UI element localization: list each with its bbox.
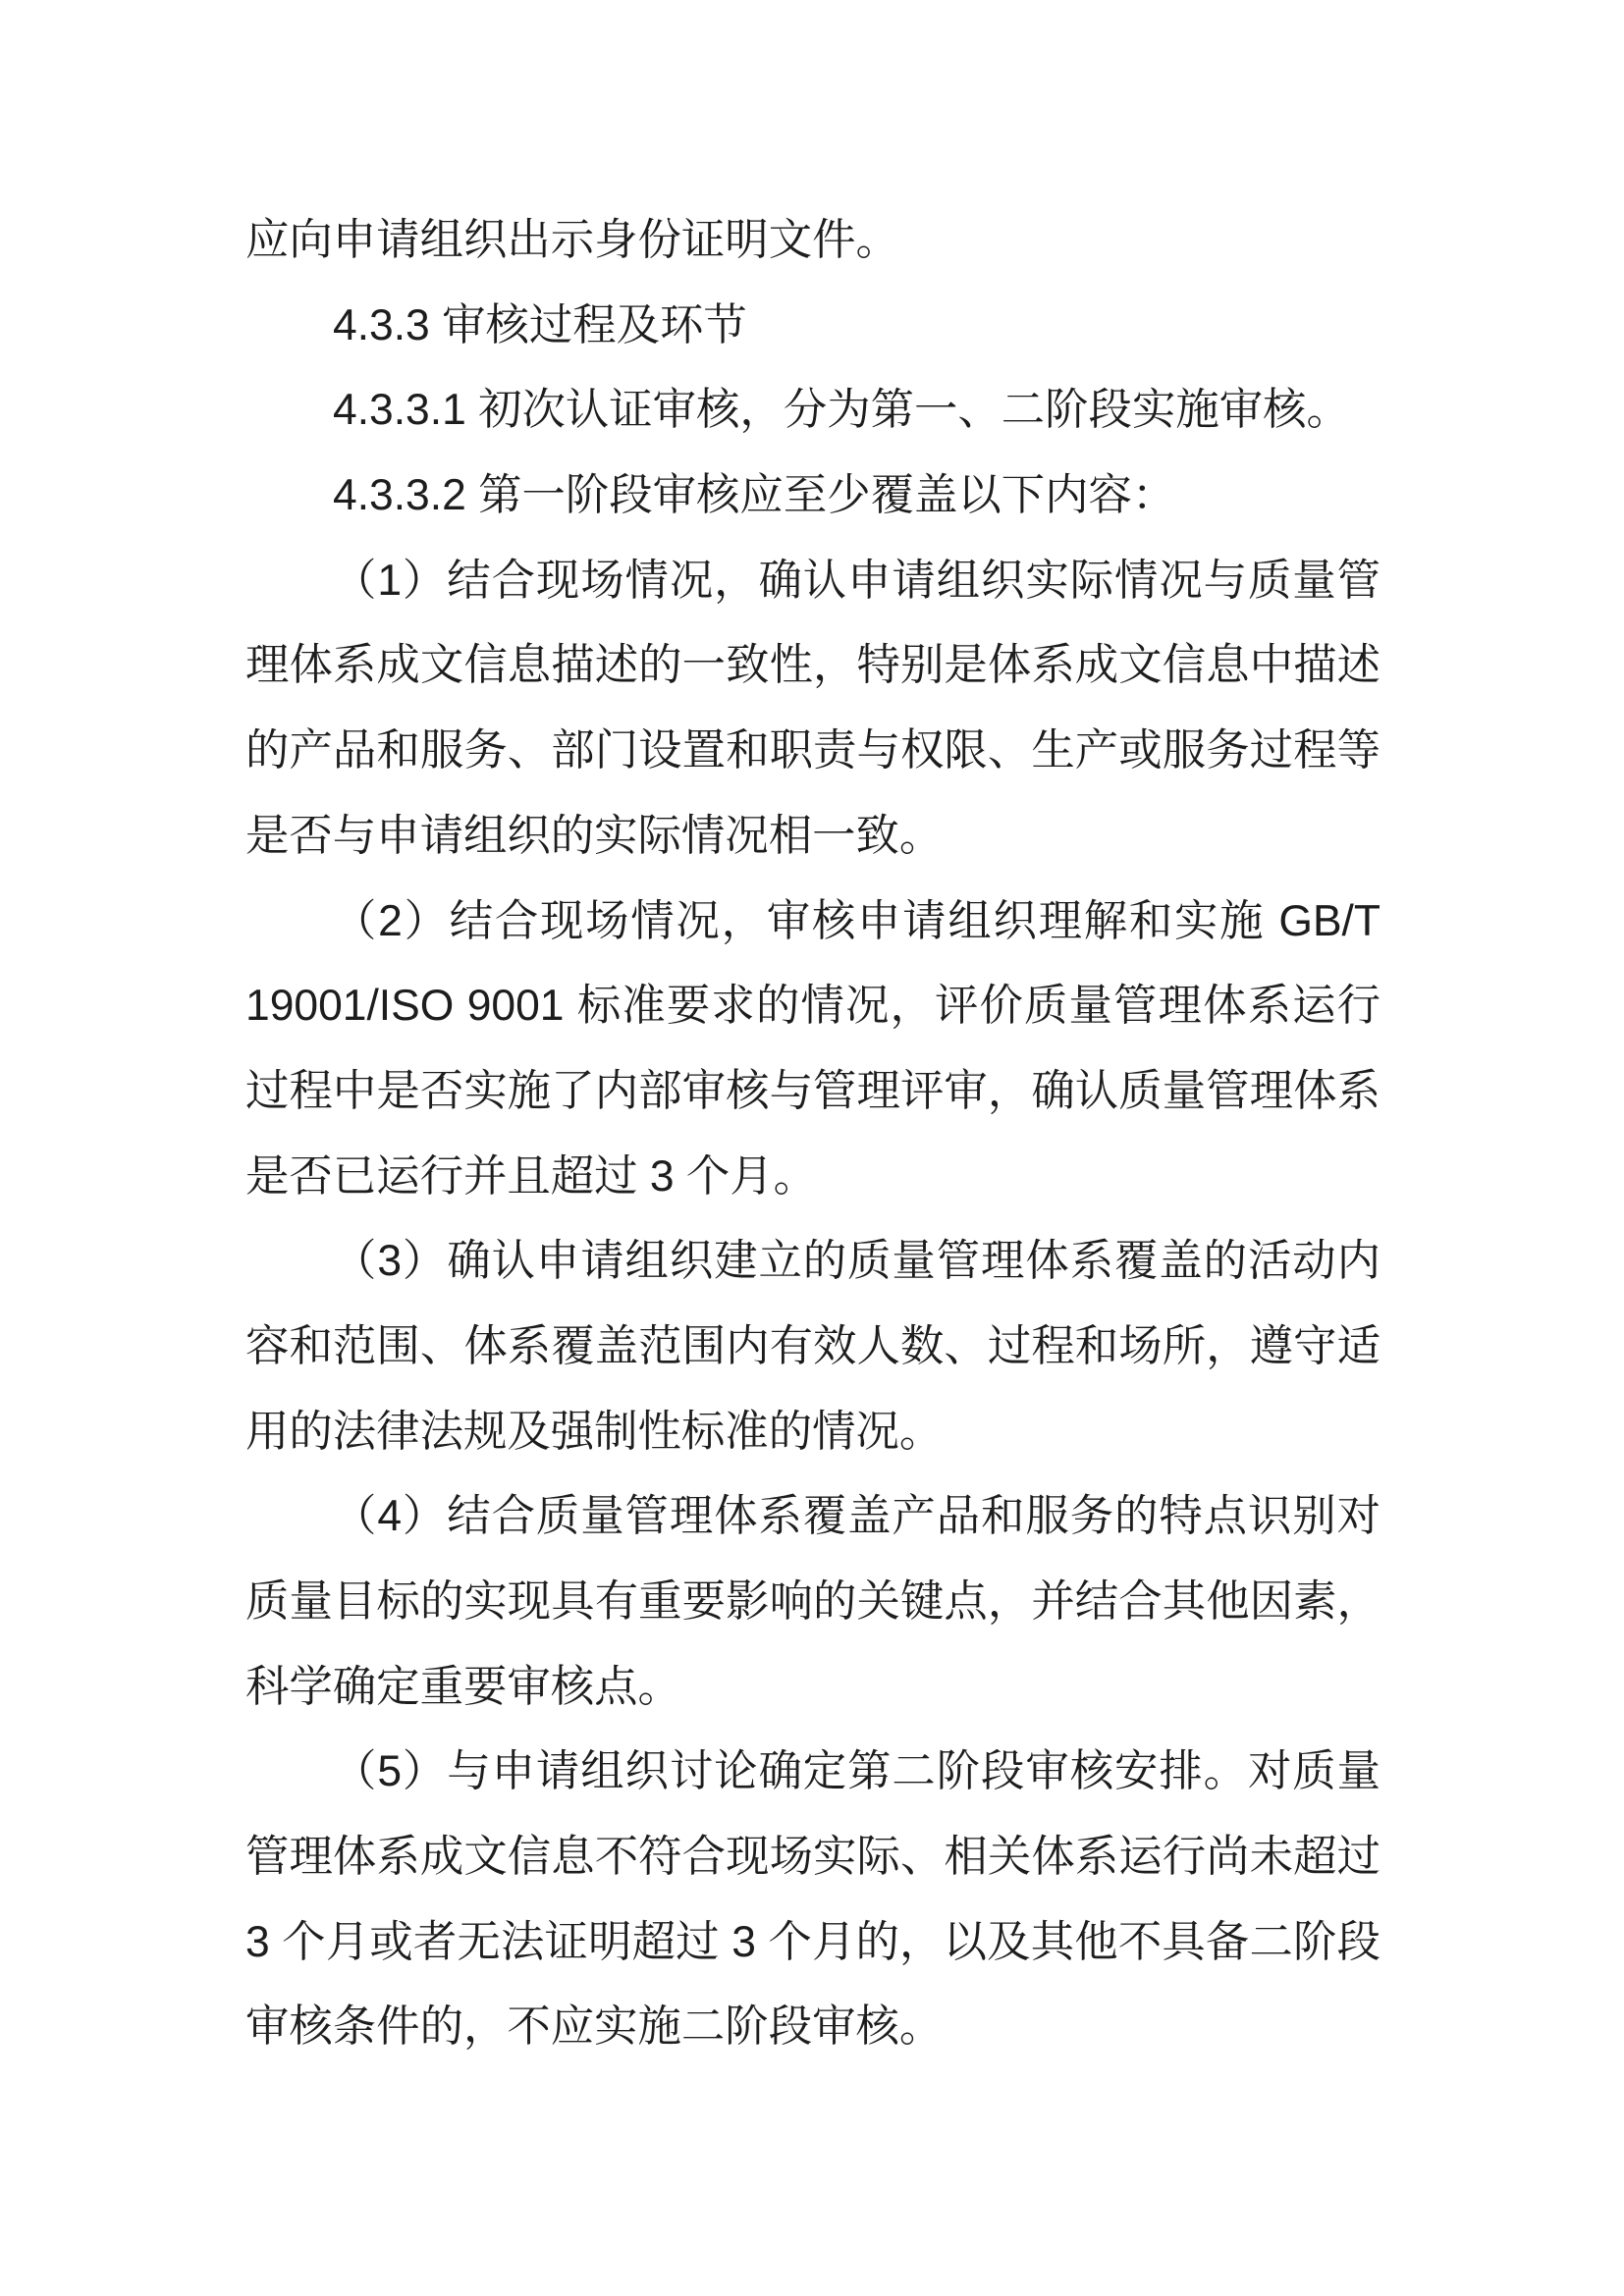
item-1 xyxy=(245,539,1380,880)
text-line: （4）结合质量管理体系覆盖产品和服务的特点识别对 xyxy=(333,1492,1380,1541)
text-line: 过程中是否实施了内部审核与管理评审，确认质量管理体系 xyxy=(245,1066,1380,1115)
text-line: 4.3.3 审核过程及环节 xyxy=(333,300,747,349)
text-line: 4.3.3.2 第一阶段审核应至少覆盖以下内容： xyxy=(333,471,1176,520)
item-3 xyxy=(245,1219,1380,1474)
text-line: 3 个月或者无法证明超过 3 个月的，以及其他不具备二阶段 xyxy=(245,1917,1380,1966)
text-line: 用的法律法规及强制性标准的情况。 xyxy=(245,1407,944,1456)
text-line: 应向申请组织出示身份证明文件。 xyxy=(245,216,899,264)
clause-4-3-3-2 xyxy=(245,454,1380,539)
text-line: 4.3.3.1 初次认证审核，分为第一、二阶段实施审核。 xyxy=(333,386,1350,435)
text-line: （5）与申请组织讨论确定第二阶段审核安排。对质量 xyxy=(333,1747,1380,1796)
text-line: 审核条件的，不应实施二阶段审核。 xyxy=(245,2002,944,2052)
text-line: 容和范围、体系覆盖范围内有效人数、过程和场所，遵守适 xyxy=(245,1321,1380,1370)
heading-4-3-3 xyxy=(245,284,1380,369)
text-line: 科学确定重要审核点。 xyxy=(245,1662,681,1711)
item-2 xyxy=(245,880,1380,1220)
text-line: 是否已运行并且超过 3 个月。 xyxy=(245,1151,818,1201)
text-line: （2）结合现场情况，审核申请组织理解和实施 GB/T xyxy=(333,896,1380,945)
text-line: 的产品和服务、部门设置和职责与权限、生产或服务过程等 xyxy=(245,726,1380,775)
text-line: 质量目标的实现具有重要影响的关键点，并结合其他因素， xyxy=(245,1577,1380,1626)
item-4 xyxy=(245,1474,1380,1730)
text-line: 是否与申请组织的实际情况相一致。 xyxy=(245,811,944,860)
item-5 xyxy=(245,1730,1380,2070)
paragraph-continuation xyxy=(245,198,1380,284)
text-line: 理体系成文信息描述的一致性，特别是体系成文信息中描述 xyxy=(245,641,1380,690)
text-line: （3）确认申请组织建立的质量管理体系覆盖的活动内 xyxy=(333,1237,1380,1286)
text-line: （1）结合现场情况，确认申请组织实际情况与质量管 xyxy=(333,556,1380,605)
clause-4-3-3-1 xyxy=(245,368,1380,454)
text-line: 19001/ISO 9001 标准要求的情况，评价质量管理体系运行 xyxy=(245,982,1380,1031)
text-line: 管理体系成文信息不符合现场实际、相关体系运行尚未超过 xyxy=(245,1833,1380,1882)
text-block xyxy=(245,198,1380,2070)
